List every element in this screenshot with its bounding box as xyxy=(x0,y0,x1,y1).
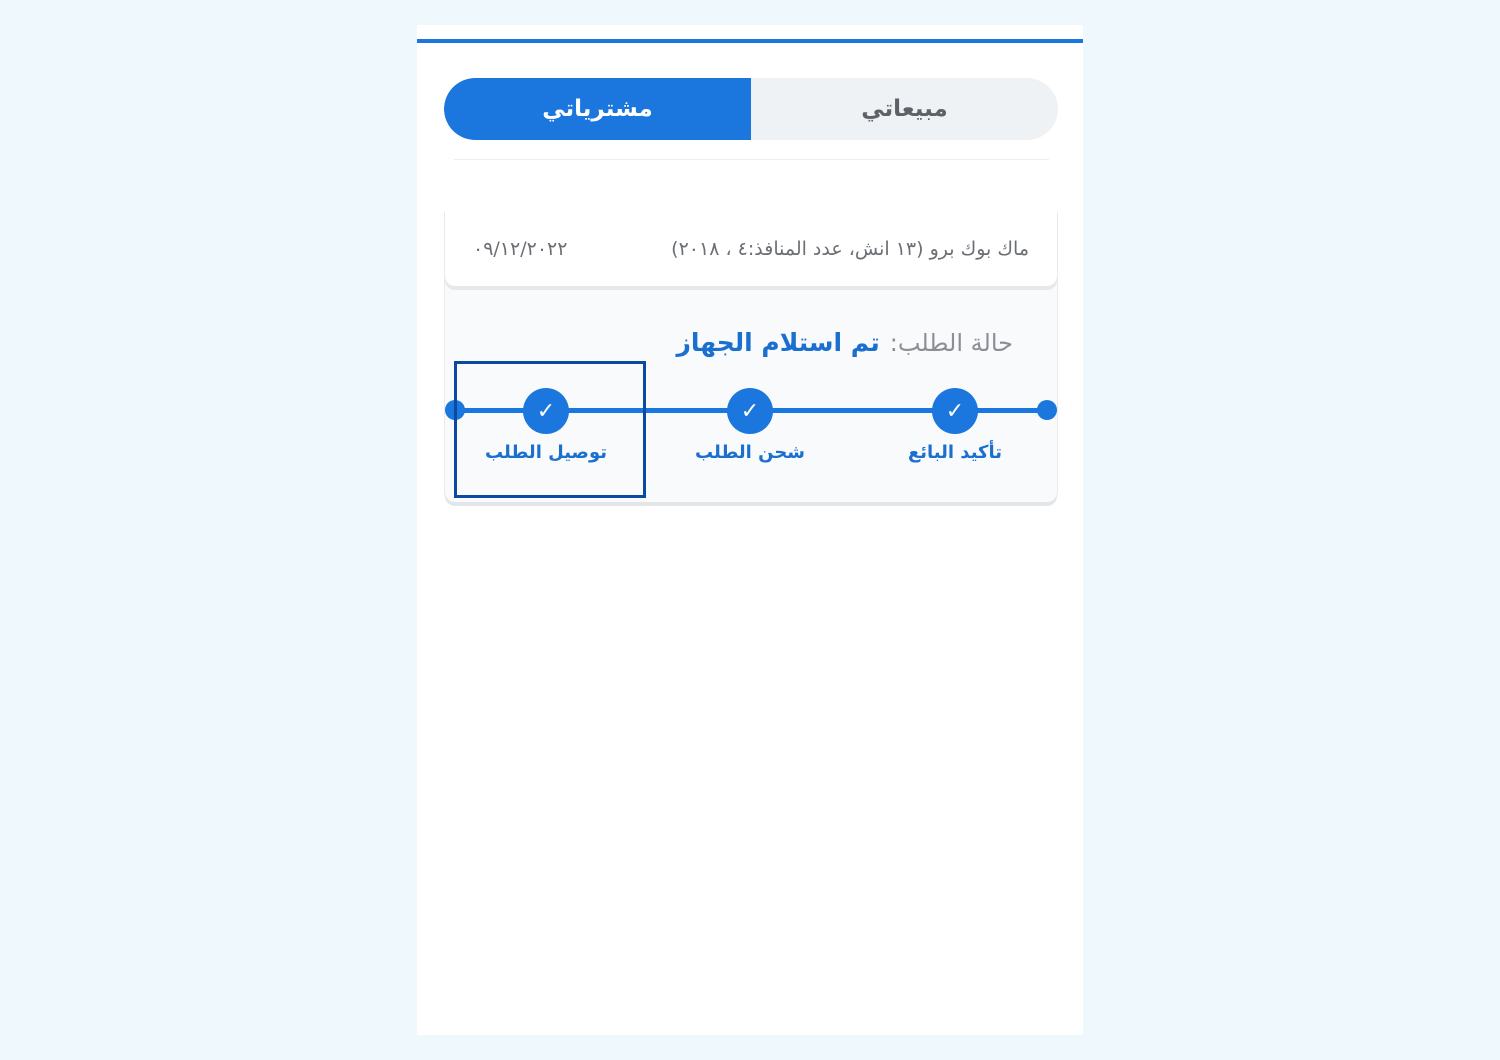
step-order-delivery-label: توصيل الطلب xyxy=(485,442,607,463)
status-value: تم استلام الجهاز xyxy=(676,328,880,357)
order-date: ٠٩/١٢/٢٠٢٢ xyxy=(473,238,568,260)
step-order-shipping-label: شحن الطلب xyxy=(694,442,805,463)
orders-tab-switcher xyxy=(444,78,1058,140)
tab-my-sales[interactable]: مبيعاتي xyxy=(861,96,948,122)
divider xyxy=(454,159,1049,160)
step-seller-confirmation-label: تأكيد البائع xyxy=(907,442,1003,463)
product-name: ماك بوك برو (١٣ انش، عدد المنافذ:٤ ، ٢٠١٨) xyxy=(671,238,1029,260)
step-seller-confirmation-check-icon: ✓ xyxy=(932,388,978,434)
tab-my-purchases[interactable]: مشترياتي xyxy=(444,78,751,140)
app-screen xyxy=(417,25,1083,1035)
top-accent-bar xyxy=(417,39,1083,43)
step-order-delivery-check-icon: ✓ xyxy=(523,388,569,434)
step-order-shipping-check-icon: ✓ xyxy=(727,388,773,434)
status-label: حالة الطلب: xyxy=(889,329,1013,357)
order-status xyxy=(676,328,1013,357)
order-product-row[interactable] xyxy=(445,212,1057,286)
progress-track-start-dot xyxy=(1037,400,1057,420)
highlight-box xyxy=(454,361,646,498)
